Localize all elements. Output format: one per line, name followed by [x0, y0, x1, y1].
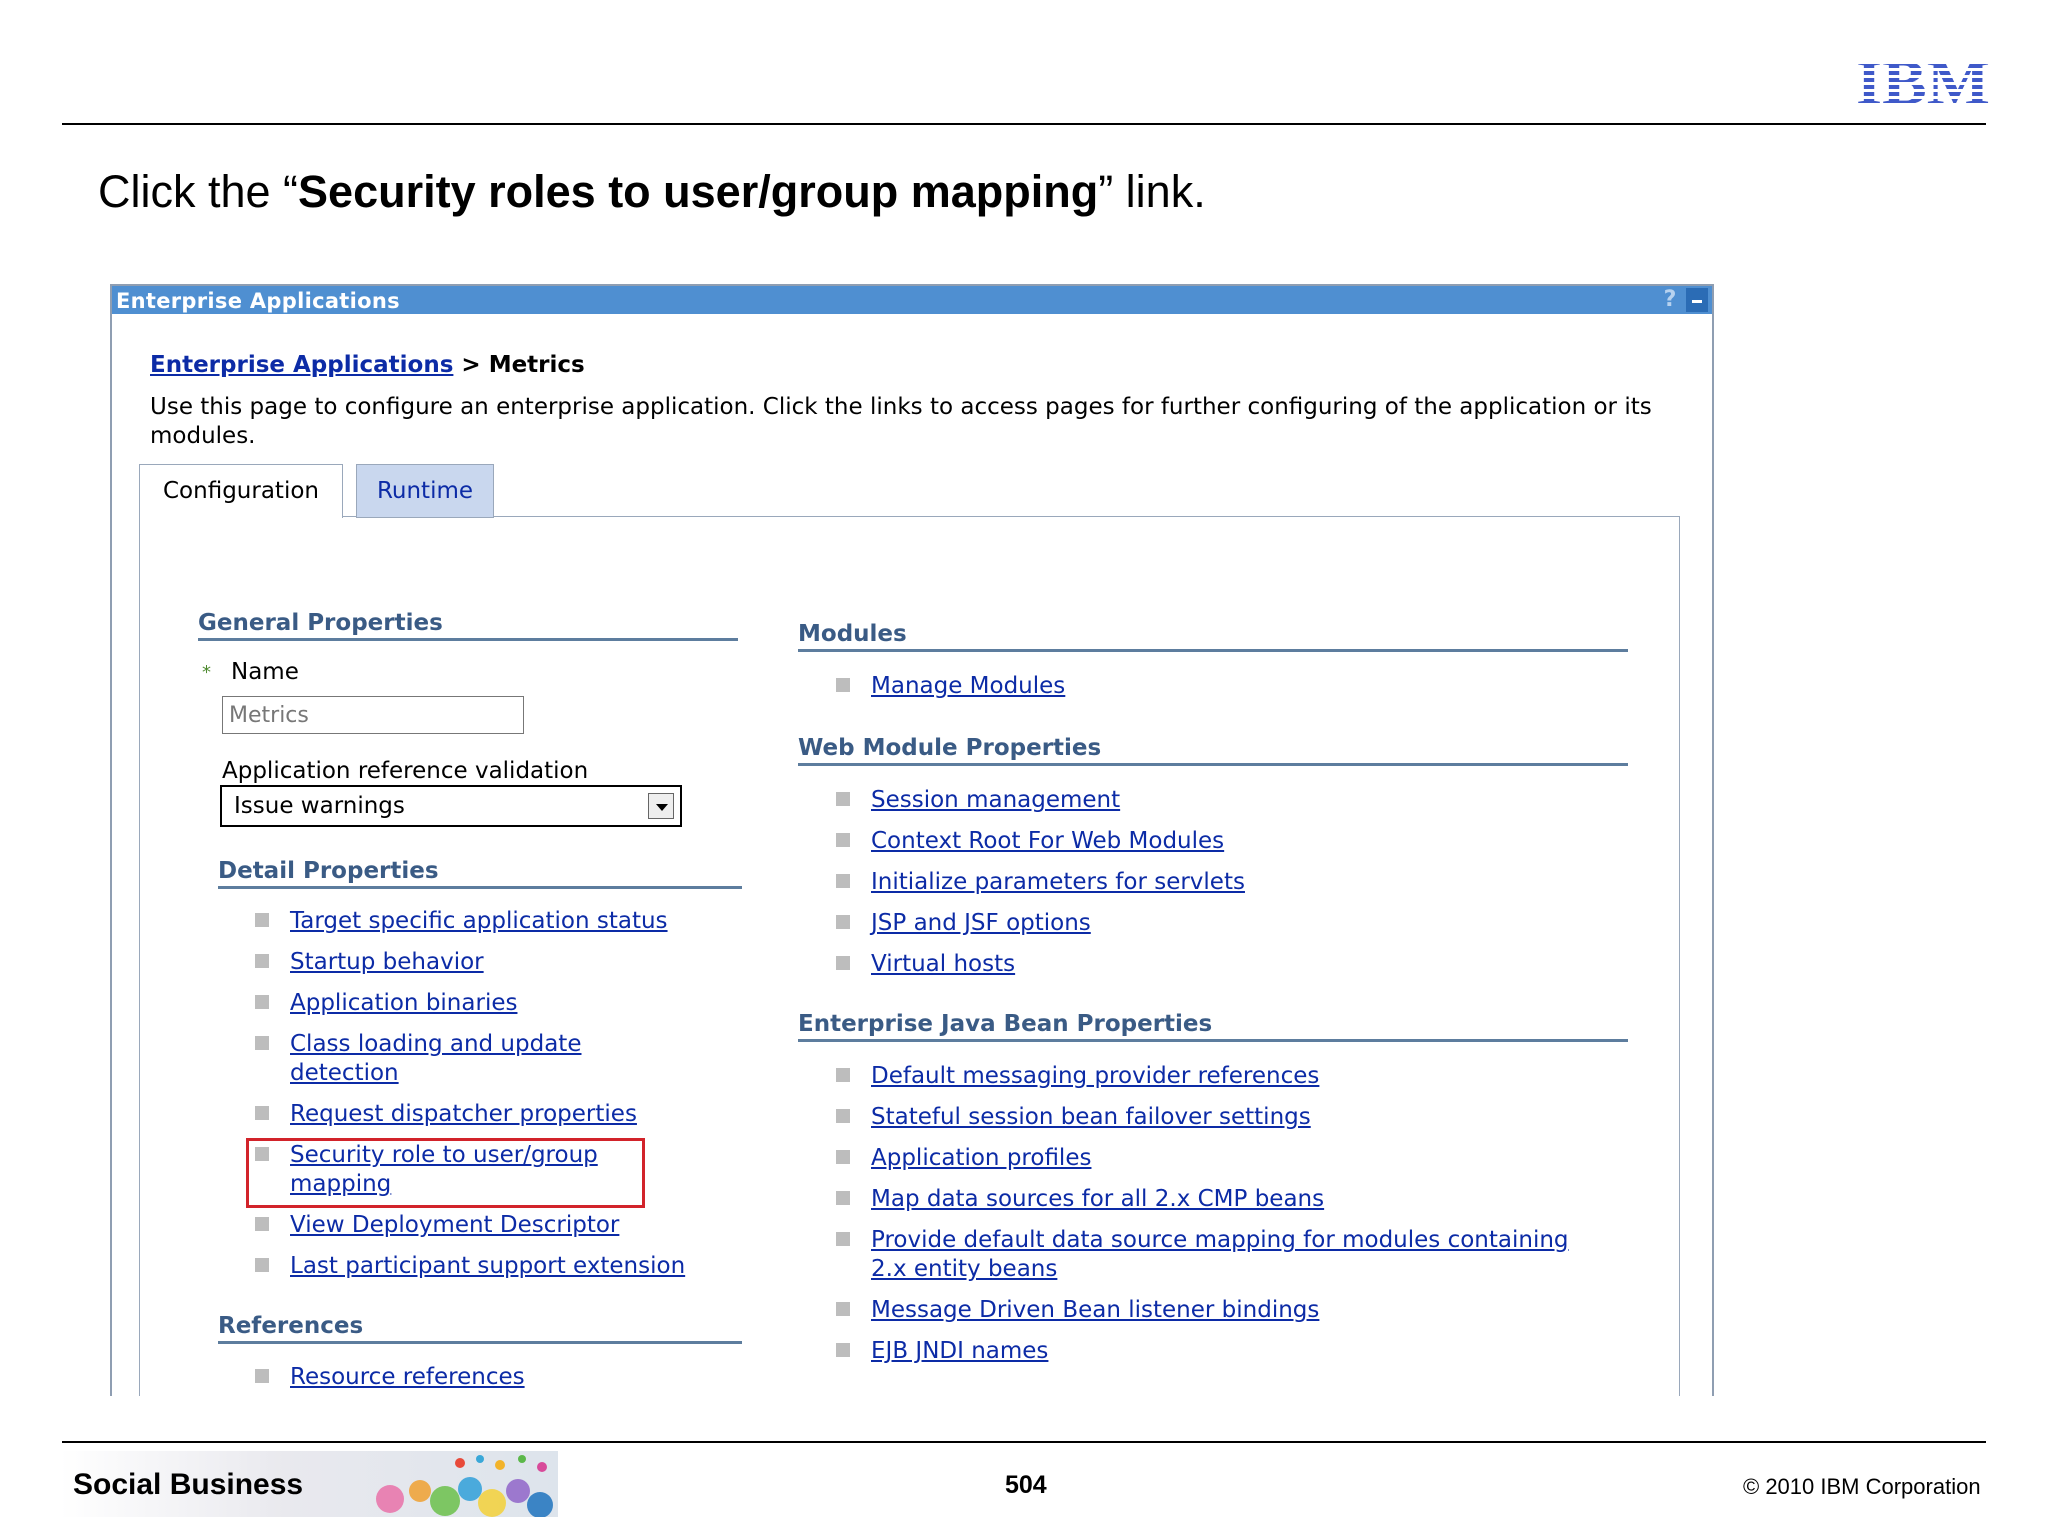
bullet-icon	[836, 915, 850, 929]
detail-properties-list	[290, 907, 760, 1293]
page-number: 504	[1005, 1471, 1047, 1499]
bullet-icon	[836, 678, 850, 692]
link-stateful-session-bean-failover-settings[interactable]: Stateful session bean failover settings	[871, 1104, 1311, 1130]
list-item	[871, 1226, 1611, 1284]
link-initialize-parameters-for-servlets[interactable]: Initialize parameters for servlets	[871, 869, 1245, 895]
general-properties-heading: General Properties	[198, 610, 738, 641]
link-security-role-to-user-group-mapping[interactable]: Security role to user/group mapping	[290, 1142, 598, 1197]
web-module-properties-list	[871, 786, 1631, 991]
list-item	[871, 1103, 1631, 1132]
chevron-down-icon[interactable]	[648, 793, 674, 819]
bullet-icon	[255, 954, 269, 968]
tab-configuration[interactable]: Configuration	[139, 464, 343, 518]
minimize-icon[interactable]	[1686, 288, 1708, 312]
panel-title-bar	[112, 286, 1712, 314]
list-item	[290, 989, 760, 1018]
footer-brand: Social Business	[73, 1468, 304, 1501]
link-application-profiles[interactable]: Application profiles	[871, 1145, 1092, 1171]
bullet-icon	[255, 1258, 269, 1272]
link-virtual-hosts[interactable]: Virtual hosts	[871, 951, 1016, 977]
bullet-icon	[836, 792, 850, 806]
web-module-properties-heading: Web Module Properties	[798, 735, 1628, 766]
list-item	[871, 1337, 1631, 1366]
reference-validation-value: Issue warnings	[234, 793, 405, 819]
modules-heading: Modules	[798, 621, 1628, 652]
link-application-binaries[interactable]: Application binaries	[290, 990, 518, 1016]
bullet-icon	[836, 1232, 850, 1246]
list-item	[871, 1062, 1631, 1091]
link-manage-modules[interactable]: Manage Modules	[871, 673, 1066, 699]
name-field[interactable]	[222, 696, 524, 734]
page-description: Use this page to configure an enterprise application. Click the links to access pages for further configuring of the application or its modules.	[150, 394, 1652, 449]
list-item	[290, 1100, 760, 1129]
social-business-banner	[60, 1451, 558, 1517]
breadcrumb-link-enterprise-applications[interactable]: Enterprise Applications	[150, 352, 454, 378]
bullet-icon	[836, 956, 850, 970]
link-view-deployment-descriptor[interactable]: View Deployment Descriptor	[290, 1212, 620, 1238]
modules-list	[871, 672, 1631, 701]
bullet-icon	[836, 1191, 850, 1205]
link-jsp-and-jsf-options[interactable]: JSP and JSF options	[871, 910, 1091, 936]
name-label: Name	[231, 659, 299, 685]
link-default-messaging-provider-references[interactable]: Default messaging provider references	[871, 1063, 1320, 1089]
link-class-loading-and-update-detection[interactable]: Class loading and update detection	[290, 1031, 582, 1086]
bullet-icon	[836, 1109, 850, 1123]
bullet-icon	[836, 874, 850, 888]
list-item	[871, 1185, 1631, 1214]
link-message-driven-bean-listener-bindings[interactable]: Message Driven Bean listener bindings	[871, 1297, 1320, 1323]
breadcrumb	[150, 352, 585, 378]
references-heading: References	[218, 1313, 742, 1344]
highlight-box	[246, 1138, 645, 1208]
list-item	[871, 672, 1631, 701]
bullet-icon	[836, 1150, 850, 1164]
breadcrumb-separator: >	[461, 352, 481, 378]
list-item	[290, 948, 760, 977]
breadcrumb-current: Metrics	[488, 352, 585, 378]
bullet-icon	[255, 913, 269, 927]
detail-properties-heading: Detail Properties	[218, 858, 742, 889]
link-target-specific-application-status[interactable]: Target specific application status	[290, 908, 668, 934]
list-item	[871, 1296, 1631, 1325]
link-map-data-sources-for-cmp-beans[interactable]: Map data sources for all 2.x CMP beans	[871, 1186, 1325, 1212]
reference-validation-select[interactable]	[220, 785, 682, 827]
link-ejb-jndi-names[interactable]: EJB JNDI names	[871, 1338, 1049, 1364]
footer-divider	[62, 1441, 1986, 1443]
validation-label: Application reference validation	[222, 758, 589, 784]
help-icon[interactable]: ?	[1663, 287, 1677, 312]
bullet-icon	[836, 1343, 850, 1357]
ibm-logo	[1856, 50, 1990, 106]
instruction-text: Click the “Security roles to user/group mapping” link.	[98, 166, 1206, 217]
bullet-icon	[255, 1217, 269, 1231]
link-request-dispatcher-properties[interactable]: Request dispatcher properties	[290, 1101, 637, 1127]
bullet-icon	[255, 1106, 269, 1120]
link-provide-default-data-source-mapping[interactable]: Provide default data source mapping for modules containing 2.x entity beans	[871, 1227, 1569, 1282]
list-item	[871, 909, 1631, 938]
list-item	[290, 1252, 760, 1281]
tab-runtime[interactable]: Runtime	[356, 464, 494, 518]
bullet-icon	[255, 1369, 269, 1383]
bullet-icon	[255, 1036, 269, 1050]
header-divider	[62, 123, 1986, 125]
panel-title: Enterprise Applications	[116, 289, 400, 313]
link-startup-behavior[interactable]: Startup behavior	[290, 949, 484, 975]
list-item	[290, 1030, 630, 1088]
list-item	[290, 1363, 750, 1392]
ejb-properties-list	[871, 1062, 1631, 1378]
bullet-icon	[255, 995, 269, 1009]
required-field-icon: *	[202, 662, 211, 683]
list-item	[290, 907, 760, 936]
list-item	[871, 1144, 1631, 1173]
bullet-icon	[836, 1302, 850, 1316]
link-last-participant-support-extension[interactable]: Last participant support extension	[290, 1253, 686, 1279]
bullet-icon	[836, 833, 850, 847]
references-list	[290, 1363, 750, 1392]
link-session-management[interactable]: Session management	[871, 787, 1121, 813]
ejb-properties-heading: Enterprise Java Bean Properties	[798, 1011, 1628, 1042]
bullet-icon	[836, 1068, 850, 1082]
list-item	[871, 950, 1631, 979]
list-item	[290, 1211, 760, 1240]
link-resource-references[interactable]: Resource references	[290, 1364, 525, 1390]
list-item	[871, 827, 1631, 856]
copyright: © 2010 IBM Corporation	[1743, 1474, 1981, 1499]
list-item	[871, 868, 1631, 897]
list-item	[871, 786, 1631, 815]
link-context-root-for-web-modules[interactable]: Context Root For Web Modules	[871, 828, 1225, 854]
